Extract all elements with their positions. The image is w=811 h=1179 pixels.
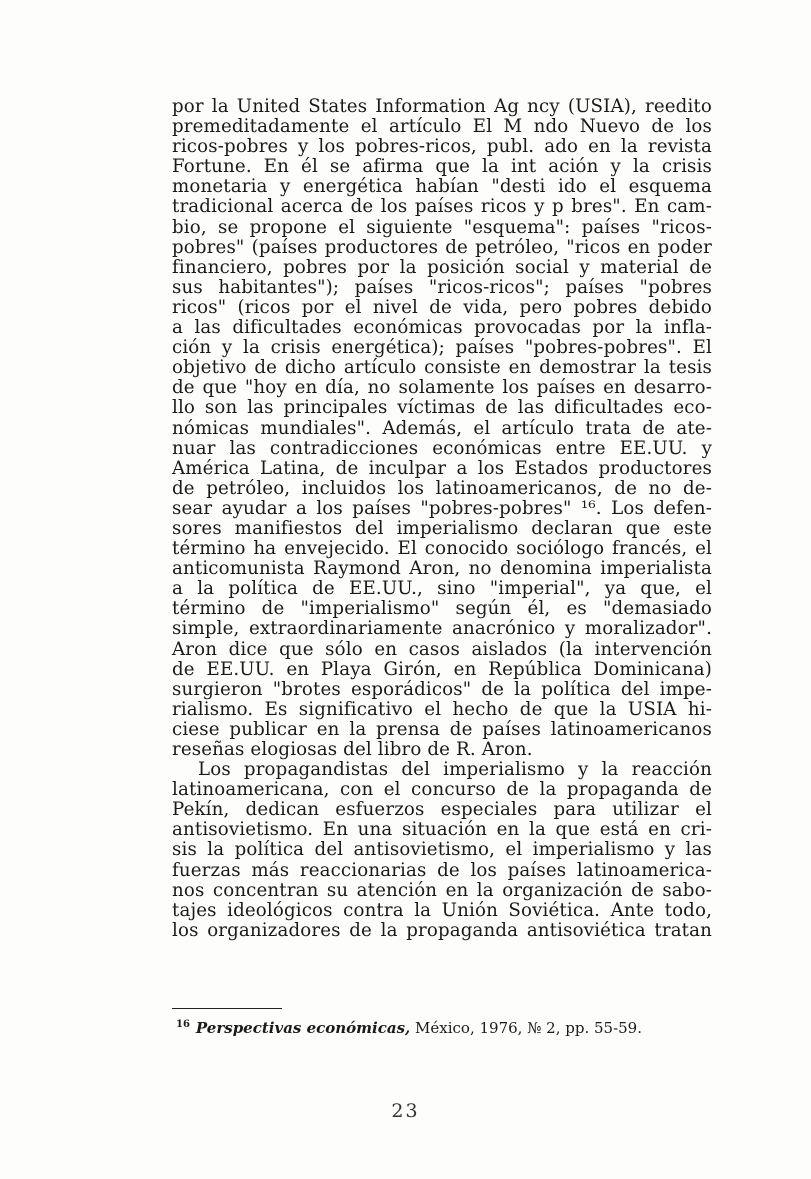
text-line: a la política de EE.UU., sino "imperial", ya que, el — [172, 578, 712, 600]
footnote-title: Perspectivas económicas, — [195, 1019, 411, 1037]
text-line: Los propagandistas del imperialismo y la reacción — [198, 759, 712, 781]
text-line: fuerzas más reaccionarias de los países latinoamerica- — [172, 859, 712, 881]
footnote — [176, 1016, 642, 1037]
text-line: tradicional acerca de los países ricos y p bres". En cam- — [172, 196, 712, 218]
text-line: sores manifiestos del imperialismo declaran que este — [172, 517, 712, 539]
footnote-mark: 16 — [176, 1019, 190, 1030]
footnote-details: México, 1976, № 2, pp. 55-59. — [410, 1019, 642, 1037]
text-line: sus habitantes"); países "ricos-ricos"; países "pobres — [172, 276, 712, 298]
text-line: Pekín, dedican esfuerzos especiales para utilizar el — [172, 799, 712, 821]
text-line: Fortune. En él se afirma que la int ación y la crisis — [172, 156, 712, 178]
text-line: los organizadores de la propaganda antisoviética tratan — [172, 919, 712, 941]
text-line: América Latina, de inculpar a los Estados productores — [172, 457, 712, 479]
text-line: tajes ideológicos contra la Unión Soviética. Ante todo, — [172, 899, 712, 921]
text-line: nuar las contradicciones económicas entre EE.UU. y — [172, 437, 712, 459]
text-line: sis la política del antisovietismo, el imperialismo y las — [172, 839, 712, 861]
text-line: financiero, pobres por la posición social y material de — [172, 256, 712, 278]
text-line: por la United States Information Ag ncy (USIA), reedito — [172, 96, 712, 117]
page-number: 23 — [391, 1100, 420, 1122]
text-line: antisovietismo. En una situación en la que está en cri- — [172, 819, 712, 841]
text-line: bio, se propone el siguiente "esquema": países "ricos- — [172, 216, 712, 238]
text-line: anticomunista Raymond Aron, no denomina imperialista — [172, 558, 712, 580]
text-line: monetaria y energética habían "desti ido el esquema — [172, 176, 712, 198]
text-line: nos concentran su atención en la organización de sabo- — [172, 879, 712, 901]
text-line: sear ayudar a los países "pobres-pobres" ¹⁶. Los defen- — [172, 497, 712, 519]
text-line: término ha envejecido. El conocido sociólogo francés, el — [172, 538, 712, 560]
text-line: reseñas elogiosas del libro de R. Aron. — [172, 739, 533, 760]
text-line: llo son las principales víctimas de las dificultades eco- — [172, 397, 712, 419]
text-line: ción y la crisis energética); países "pobres-pobres". El — [172, 337, 712, 359]
text-line: Aron dice que sólo en casos aislados (la intervención — [172, 638, 712, 660]
text-line: de EE.UU. en Playa Girón, en República Dominicana) — [172, 658, 712, 680]
text-line: latinoamericana, con el concurso de la propaganda de — [172, 779, 712, 801]
text-line: rialismo. Es significativo el hecho de que la USIA hi- — [172, 698, 712, 720]
text-line: pobres" (países productores de petróleo, "ricos en poder — [172, 236, 712, 258]
text-line: a las dificultades económicas provocadas por la infla- — [172, 317, 712, 339]
footnote-rule — [172, 1008, 282, 1009]
text-line: premeditadamente el artículo El M ndo Nuevo de los — [172, 116, 712, 138]
text-line: ciese publicar en la prensa de países latinoamericanos — [172, 718, 712, 740]
text-line: surgieron "brotes esporádicos" de la política del impe- — [172, 678, 712, 700]
text-line: nómicas mundiales". Además, el artículo trata de ate- — [172, 417, 712, 439]
text-line: de petróleo, incluidos los latinoamericanos, de no de- — [172, 477, 712, 499]
body-text — [172, 97, 712, 941]
text-line: ricos" (ricos por el nivel de vida, pero pobres debido — [172, 296, 712, 318]
text-line: de que "hoy en día, no solamente los países en desarro- — [172, 377, 712, 399]
text-line: ricos-pobres y los pobres-ricos, publ. ado en la revista — [172, 136, 712, 158]
text-line: objetivo de dicho artículo consiste en demostrar la tesis — [172, 357, 712, 379]
text-line: término de "imperialismo" según él, es "demasiado — [172, 598, 712, 620]
text-line: simple, extraordinariamente anacrónico y moralizador". — [172, 618, 712, 640]
